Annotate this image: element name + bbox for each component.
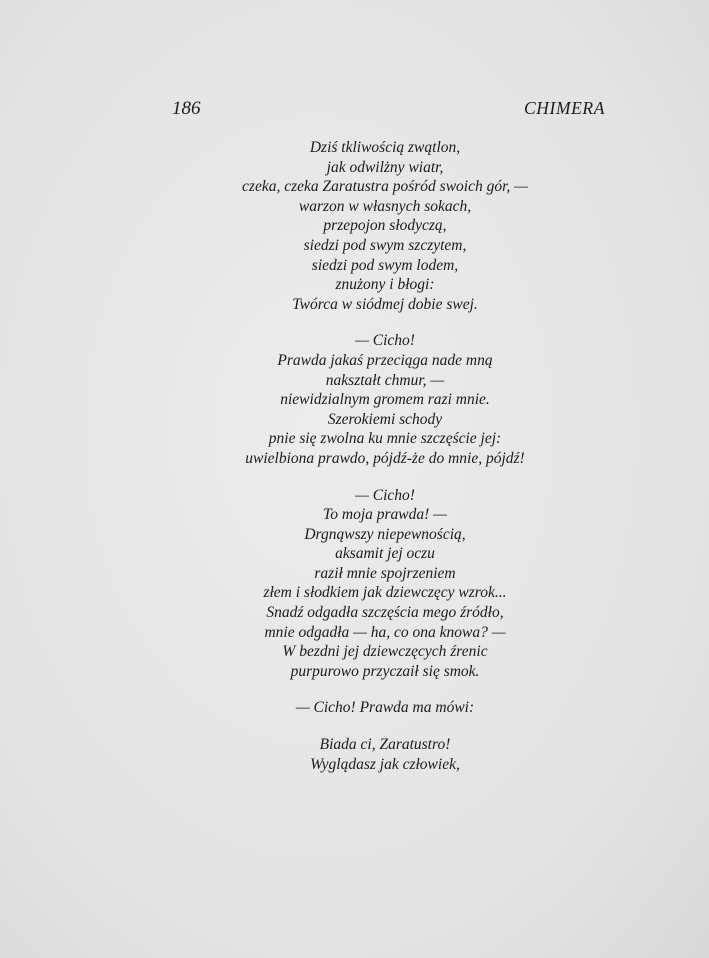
poem-line: Twórca w siódmej dobie swej. bbox=[292, 295, 478, 313]
stanza bbox=[150, 138, 620, 314]
poem-line: znużony i błogi: bbox=[335, 276, 435, 294]
poem-line: raził mnie spojrzeniem bbox=[314, 564, 456, 582]
poem-line: Prawda jakaś przeciąga nade mną bbox=[277, 351, 493, 369]
poem-line: — Cicho! Prawda ma mówi: bbox=[295, 699, 475, 717]
stanza bbox=[150, 331, 620, 468]
poem-line: aksamit jej oczu bbox=[335, 545, 435, 563]
poem-line: Snadź odgadła szczęścia mego źródło, bbox=[266, 604, 504, 622]
poem-line: — Cicho! bbox=[355, 486, 415, 504]
poem-line: siedzi pod swym lodem, bbox=[311, 256, 459, 274]
poem-line: czeka, czeka Zaratustra pośród swoich gór, — bbox=[242, 178, 528, 196]
poem bbox=[150, 138, 620, 791]
poem-line: pnie się zwolna ku mnie szczęście jej: bbox=[268, 430, 502, 448]
running-title: CHIMERA bbox=[524, 98, 605, 118]
page-number: 186 bbox=[172, 98, 201, 119]
poem-line: W bezdni jej dziewczęcych źrenic bbox=[282, 643, 488, 661]
poem-line: przepojon słodyczą, bbox=[323, 217, 447, 235]
poem-line: Wyglądasz jak człowiek, bbox=[310, 755, 460, 773]
stanza bbox=[150, 735, 620, 774]
poem-line: warzon w własnych sokach, bbox=[298, 197, 472, 215]
stanza bbox=[150, 486, 620, 682]
poem-line: nakształt chmur, — bbox=[325, 371, 445, 389]
poem-line: niewidzialnym gromem razi mnie. bbox=[280, 391, 490, 409]
poem-line: To moja prawda! — bbox=[323, 506, 447, 524]
poem-line: uwielbiona prawdo, pójdź-że do mnie, pójdź! bbox=[245, 449, 525, 467]
stanza bbox=[150, 698, 620, 718]
poem-line: Szerokiemi schody bbox=[327, 410, 443, 428]
poem-line: mnie odgadła — ha, co ona knowa? — bbox=[264, 623, 506, 641]
poem-line: Dziś tkliwością zwątlon, bbox=[309, 139, 461, 156]
poem-line: Drgnąwszy niepewnością, bbox=[304, 525, 466, 543]
page-header bbox=[172, 98, 605, 122]
poem-line: Biada ci, Zaratustro! bbox=[319, 736, 451, 754]
poem-line: siedzi pod swym szczytem, bbox=[303, 236, 467, 254]
poem-line: — Cicho! bbox=[355, 332, 415, 350]
poem-line: purpurowo przyczaił się smok. bbox=[290, 662, 480, 680]
poem-line: złem i słodkiem jak dziewczęcy wzrok... bbox=[263, 584, 507, 602]
poem-line: jak odwilżny wiatr, bbox=[326, 158, 444, 176]
